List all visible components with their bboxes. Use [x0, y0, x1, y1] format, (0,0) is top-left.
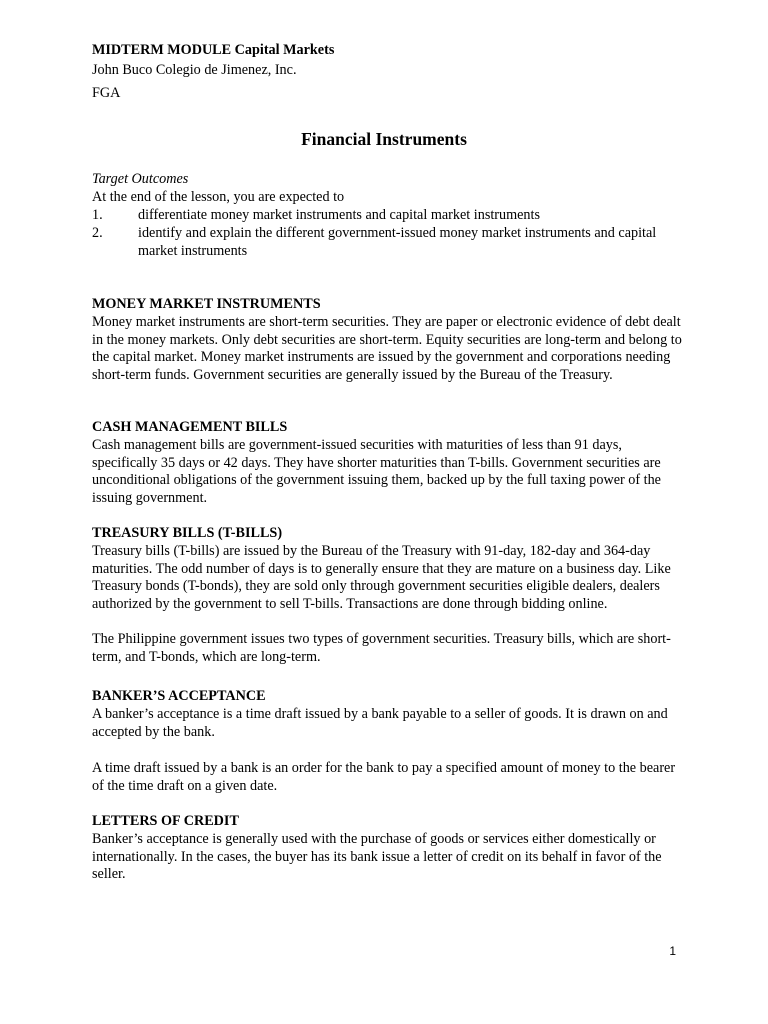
module-title: MIDTERM MODULE Capital Markets — [92, 42, 335, 58]
section-heading: CASH MANAGEMENT BILLS — [92, 419, 288, 435]
section-heading: TREASURY BILLS (T-BILLS) — [92, 525, 283, 541]
department-code: FGA — [92, 85, 121, 101]
outcome-number: 2. — [92, 225, 103, 241]
section-paragraph: Cash management bills are government-issued securities with maturities of less than 91 days, specifically 35 days or 42 days. They have shorter maturities than T-bills. Government securities are unconditional obligations of the government issuing them, backed up by the full taxing power of the issuing government. — [92, 437, 661, 506]
page-number: 1 — [669, 944, 676, 958]
school-name: John Buco Colegio de Jimenez, Inc. — [92, 62, 297, 78]
section-heading: MONEY MARKET INSTRUMENTS — [92, 296, 321, 312]
outcome-number: 1. — [92, 207, 103, 223]
target-outcomes-label: Target Outcomes — [92, 171, 189, 187]
section-paragraph: A time draft issued by a bank is an order for the bank to pay a specified amount of money to the bearer of the time draft on a given date. — [92, 760, 676, 794]
document-title: Financial Instruments — [301, 129, 467, 149]
section-heading: LETTERS OF CREDIT — [92, 813, 239, 829]
outcome-item — [92, 207, 682, 225]
section-paragraph: A banker’s acceptance is a time draft issued by a bank payable to a seller of goods. It is drawn on and accepted by the bank. — [92, 706, 668, 740]
section-heading: BANKER’S ACCEPTANCE — [92, 688, 266, 704]
section-paragraph: Banker’s acceptance is generally used with the purchase of goods or services either domestically or internationally. In the cases, the buyer has its bank issue a letter of credit on its behalf in favor of the seller. — [92, 831, 662, 883]
section-paragraph: Treasury bills (T-bills) are issued by the Bureau of the Treasury with 91-day, 182-day and 364-day maturities. The odd number of days is to generally ensure that they are mature on a business day. Like Treasury bonds (T-bonds), they are sold only through government securities eligible dealers, dealers authorized by the government to sell T-bills. Transactions are done through bidding online. — [92, 543, 671, 612]
outcome-text: identify and explain the different government-issued money market instruments and capital market instruments — [138, 225, 657, 259]
section-paragraph: The Philippine government issues two types of government securities. Treasury bills, which are short-term, and T-bonds, which are long-term. — [92, 631, 671, 665]
outcome-text: differentiate money market instruments and capital market instruments — [138, 207, 540, 223]
target-outcomes-intro: At the end of the lesson, you are expected to — [92, 189, 345, 205]
section-paragraph: Money market instruments are short-term securities. They are paper or electronic evidence of debt dealt in the money markets. Only debt securities are short-term. Equity securities are long-term and belong to the capital market. Money market instruments are issued by the government and corporations needing short-term funds. Government securities are generally issued by the Bureau of the Treasury. — [92, 314, 682, 383]
outcome-item — [92, 225, 682, 261]
